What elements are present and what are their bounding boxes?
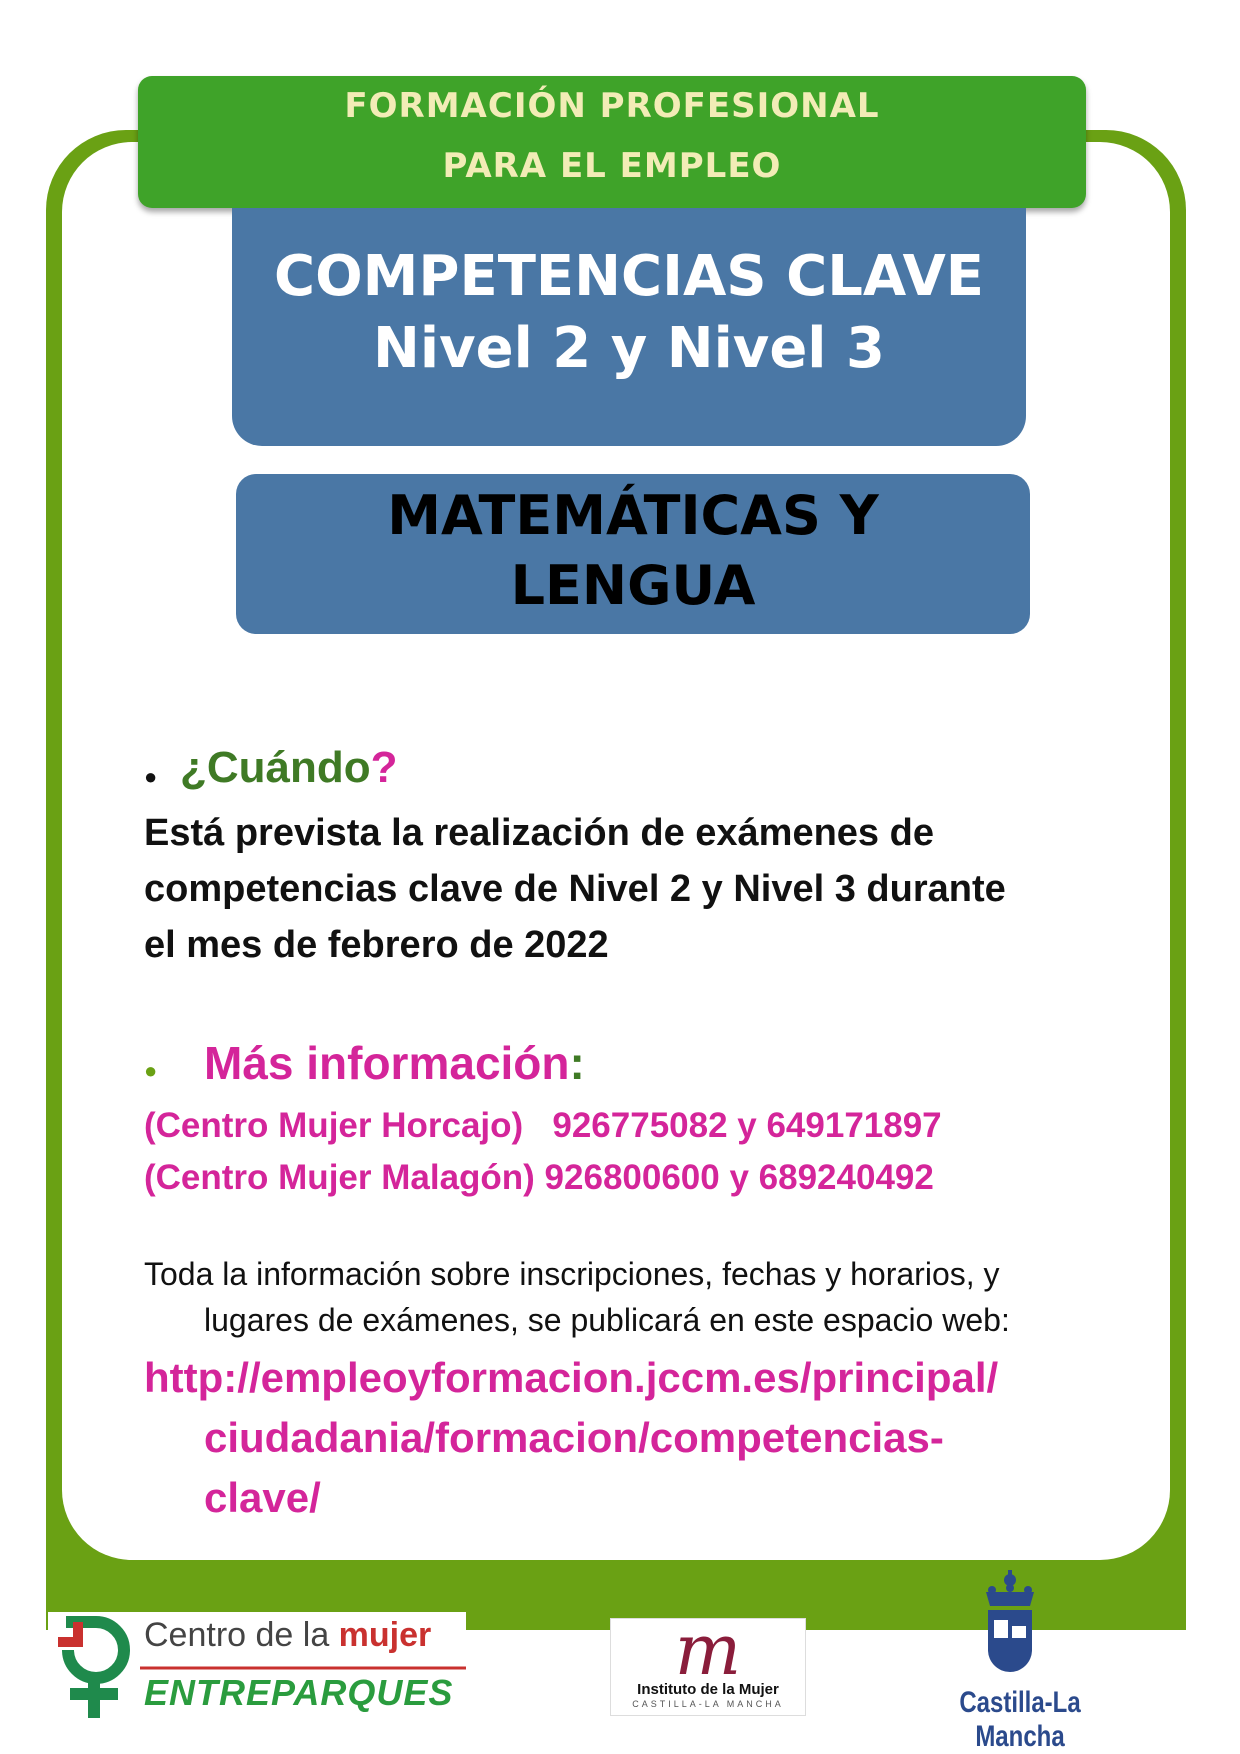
instituto-mujer-logo: [610, 1609, 806, 1716]
centro-mujer-text: Centro de la: [144, 1616, 339, 1654]
top-banner: [138, 76, 1086, 208]
subject-line-1: MATEMÁTICAS Y: [387, 484, 879, 547]
note-line-2: lugares de exámenes, se publicará en este espacio web:: [204, 1302, 1010, 1338]
bullet-icon: ●: [144, 764, 158, 789]
title-line-1: COMPETENCIAS CLAVE: [273, 244, 985, 309]
castilla-la-mancha-label: Castilla-La Mancha: [959, 1686, 1081, 1753]
title-box: [232, 208, 1026, 446]
web-link[interactable]: http://empleoyformacion.jccm.es/principal/: [144, 1354, 999, 1401]
centro-mujer-logo: [48, 1612, 466, 1720]
centro-mujer-text-bold: mujer: [338, 1616, 432, 1654]
when-heading-text: ¿Cuándo: [180, 743, 371, 792]
contact-malagon: (Centro Mujer Malagón) 926800600 y 689240492: [144, 1158, 934, 1197]
note-line-1: Toda la información sobre inscripciones, fechas y horarios, y: [144, 1256, 1000, 1292]
banner-line-1: FORMACIÓN PROFESIONAL: [344, 86, 880, 126]
contact-horcajo: (Centro Mujer Horcajo) 926775082 y 649171897: [144, 1106, 942, 1145]
instituto-mujer-mark-icon: m: [674, 1609, 742, 1691]
more-info-colon: :: [569, 1037, 585, 1089]
more-info-heading-text: Más información: [204, 1037, 570, 1089]
when-question-mark: ?: [370, 743, 398, 792]
subject-line-2: LENGUA: [510, 554, 756, 617]
subject-box: [236, 474, 1030, 634]
banner-line-2: PARA EL EMPLEO: [442, 146, 782, 186]
castilla-la-mancha-logo: [900, 1566, 1140, 1753]
bullet-icon: ●: [144, 1058, 158, 1083]
entreparques-text: ENTREPARQUES: [144, 1672, 454, 1713]
title-line-2: Nivel 2 y Nivel 3: [373, 316, 885, 381]
centro-mujer-title: [144, 1616, 431, 1655]
castilla-crown-shield-icon: [900, 1566, 1140, 1686]
more-info-heading: [204, 1036, 585, 1090]
when-line-3: el mes de febrero de 2022: [144, 924, 609, 966]
web-link[interactable]: ciudadania/formacion/competencias-: [204, 1414, 944, 1461]
when-line-2: competencias clave de Nivel 2 y Nivel 3 durante: [144, 868, 1006, 910]
when-heading: [180, 743, 398, 793]
when-line-1: Está prevista la realización de exámenes de: [144, 812, 934, 854]
instituto-mujer-title: Instituto de la Mujer: [637, 1681, 779, 1698]
web-link[interactable]: clave/: [204, 1474, 321, 1521]
instituto-mujer-subtitle: CASTILLA-LA MANCHA: [632, 1699, 784, 1709]
